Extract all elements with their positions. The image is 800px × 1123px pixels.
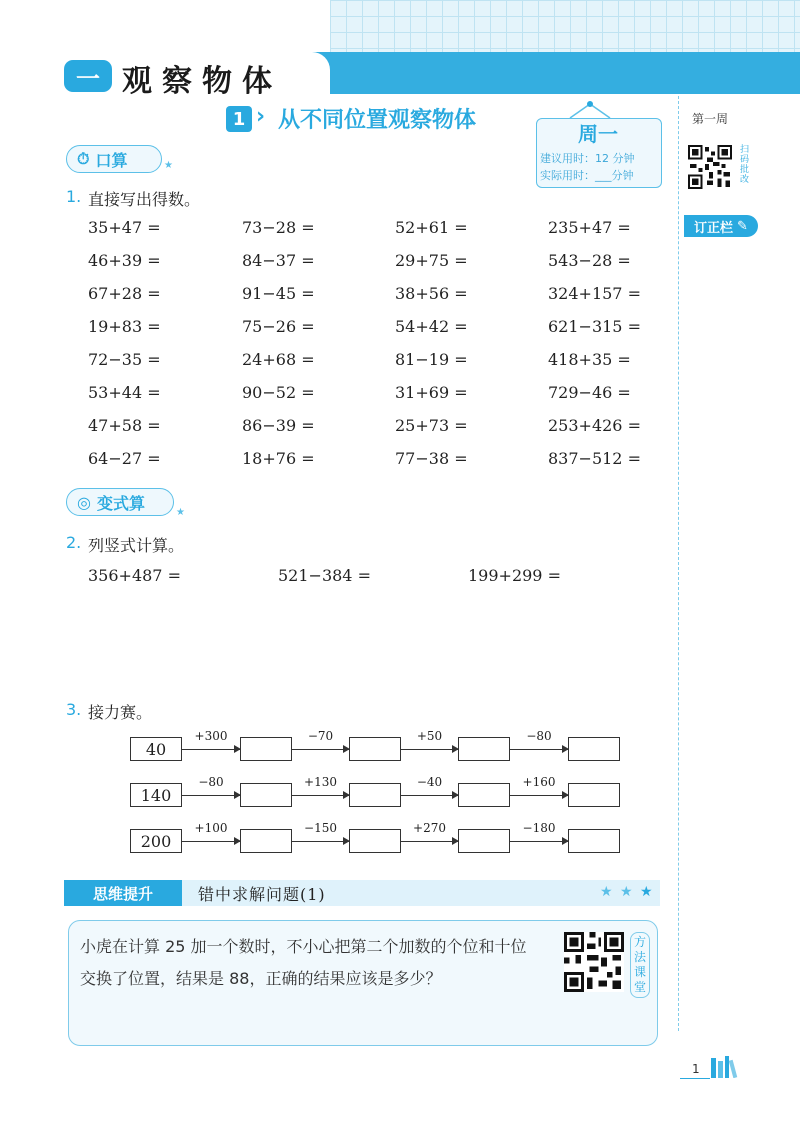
arrow-right-icon [292, 841, 349, 842]
books-icon [710, 1056, 738, 1078]
q3-prompt: 接力赛。 [88, 703, 153, 722]
relay-answer-box[interactable] [568, 783, 620, 807]
relay-operation: +300 [194, 729, 228, 743]
oral-expression: 91−45 = [242, 284, 315, 303]
oral-expression: 54+42 = [395, 317, 468, 336]
arrow-right-icon [182, 749, 240, 750]
actual-time: 实际用时：___分钟 [540, 169, 634, 182]
oral-expression: 73−28 = [242, 218, 315, 237]
relay-answer-box[interactable] [349, 783, 401, 807]
relay-answer-box[interactable] [240, 829, 292, 853]
q2-item: 199+299 = [468, 566, 561, 585]
oral-expression: 35+47 = [88, 218, 161, 237]
q2-number: 2. [66, 533, 82, 552]
relay-operation: −80 [526, 729, 552, 743]
oral-expression: 19+83 = [88, 317, 161, 336]
q1-number: 1. [66, 187, 82, 206]
arrow-right-icon [401, 795, 458, 796]
oral-expression: 253+426 = [548, 416, 641, 435]
thinking-tab: 思维提升 [64, 880, 182, 906]
unit-title: 观察物体 [122, 64, 282, 99]
relay-operation: −150 [304, 821, 337, 835]
arrow-right-icon [292, 795, 349, 796]
pencil-icon: ✎ [737, 218, 748, 234]
oral-expression: 53+44 = [88, 383, 161, 402]
correction-tab-label: 订正栏 [694, 220, 734, 236]
q1-prompt: 直接写出得数。 [88, 190, 201, 209]
oral-expression: 621−315 = [548, 317, 641, 336]
unit-badge: 一 [64, 60, 112, 92]
oral-expression: 90−52 = [242, 383, 315, 402]
q2-item: 356+487 = [88, 566, 181, 585]
problem-line-2: 交换了位置，结果是 88，正确的结果应该是多少？ [80, 969, 442, 988]
qr-side-label: 扫码批改 [740, 145, 750, 185]
relay-operation: −70 [307, 729, 334, 743]
relay-operation: −80 [198, 775, 224, 789]
relay-answer-box[interactable] [568, 737, 620, 761]
oral-expression: 77−38 = [395, 449, 468, 468]
section-variant-pill [66, 488, 174, 516]
lesson-number-badge: 1 [226, 106, 252, 132]
oral-expression: 18+76 = [242, 449, 315, 468]
method-class-label: 方法课堂 [630, 932, 650, 998]
relay-answer-box[interactable] [240, 737, 292, 761]
stopwatch-icon: ⏱ [77, 149, 90, 168]
arrow-right-icon [182, 841, 240, 842]
oral-expression: 86−39 = [242, 416, 315, 435]
suggested-time: 建议用时：12 分钟 [540, 152, 635, 165]
oral-expression: 46+39 = [88, 251, 161, 270]
q3-number: 3. [66, 700, 82, 719]
oral-expression: 64−27 = [88, 449, 161, 468]
relay-operation: −40 [416, 775, 443, 789]
section-variant-label: 变式算 [96, 493, 145, 513]
q2-prompt: 列竖式计算。 [88, 536, 185, 555]
oral-expression: 29+75 = [395, 251, 468, 270]
target-icon: ◎ [77, 492, 91, 512]
relay-operation: +160 [522, 775, 556, 789]
oral-expression: 31+69 = [395, 383, 468, 402]
relay-answer-box[interactable] [349, 829, 401, 853]
qr-code-icon[interactable] [564, 932, 624, 992]
oral-expression: 837−512 = [548, 449, 641, 468]
relay-start-box: 140 [130, 783, 182, 807]
oral-expression: 729−46 = [548, 383, 631, 402]
relay-operation: +100 [194, 821, 228, 835]
relay-operation: +50 [416, 729, 443, 743]
oral-expression: 38+56 = [395, 284, 468, 303]
star-icon: ★ [620, 884, 633, 900]
oral-expression: 52+61 = [395, 218, 468, 237]
arrow-right-icon [510, 795, 568, 796]
oral-expression: 324+157 = [548, 284, 641, 303]
arrow-right-icon [401, 841, 458, 842]
day-title: 周一 [578, 122, 618, 146]
arrow-right-icon [401, 749, 458, 750]
star-icon: ★ [640, 884, 653, 900]
problem-line-1: 小虎在计算 25 加一个数时，不小心把第二个加数的个位和十位 [80, 937, 527, 956]
qr-code-icon[interactable] [688, 145, 732, 189]
star-icon: ★ [600, 884, 613, 900]
lesson-title: 从不同位置观察物体 [278, 108, 477, 133]
oral-expression: 418+35 = [548, 350, 631, 369]
oral-expression: 24+68 = [242, 350, 315, 369]
correction-tab [684, 215, 758, 237]
section-oral-pill [66, 145, 162, 173]
relay-answer-box[interactable] [458, 829, 510, 853]
oral-expression: 84−37 = [242, 251, 315, 270]
side-divider [678, 96, 679, 1031]
relay-start-box: 40 [130, 737, 182, 761]
section-oral-label: 口算 [95, 150, 128, 170]
hanging-pin-icon [560, 100, 620, 118]
relay-operation: −180 [522, 821, 556, 835]
star-icon: ★ [164, 160, 173, 171]
relay-answer-box[interactable] [240, 783, 292, 807]
oral-expression: 47+58 = [88, 416, 161, 435]
arrow-right-icon [510, 749, 568, 750]
oral-expression: 81−19 = [395, 350, 468, 369]
page-number-underline [680, 1078, 710, 1079]
relay-operation: +270 [413, 821, 446, 835]
relay-answer-box[interactable] [568, 829, 620, 853]
relay-operation: +130 [304, 775, 337, 789]
arrow-right-icon [292, 749, 349, 750]
oral-expression: 235+47 = [548, 218, 631, 237]
thinking-topic: 错中求解问题(1) [198, 885, 326, 904]
oral-expression: 25+73 = [395, 416, 468, 435]
chevron-right-icon: › [256, 104, 266, 129]
relay-answer-box[interactable] [349, 737, 401, 761]
oral-expression: 72−35 = [88, 350, 161, 369]
relay-start-box: 200 [130, 829, 182, 853]
oral-expression: 543−28 = [548, 251, 631, 270]
arrow-right-icon [510, 841, 568, 842]
page-number: 1 [692, 1062, 700, 1076]
oral-expression: 67+28 = [88, 284, 161, 303]
week-label: 第一周 [692, 112, 729, 126]
relay-answer-box[interactable] [458, 783, 510, 807]
oral-expression: 75−26 = [242, 317, 315, 336]
q2-item: 521−384 = [278, 566, 371, 585]
star-icon: ★ [176, 507, 185, 518]
relay-answer-box[interactable] [458, 737, 510, 761]
arrow-right-icon [182, 795, 240, 796]
